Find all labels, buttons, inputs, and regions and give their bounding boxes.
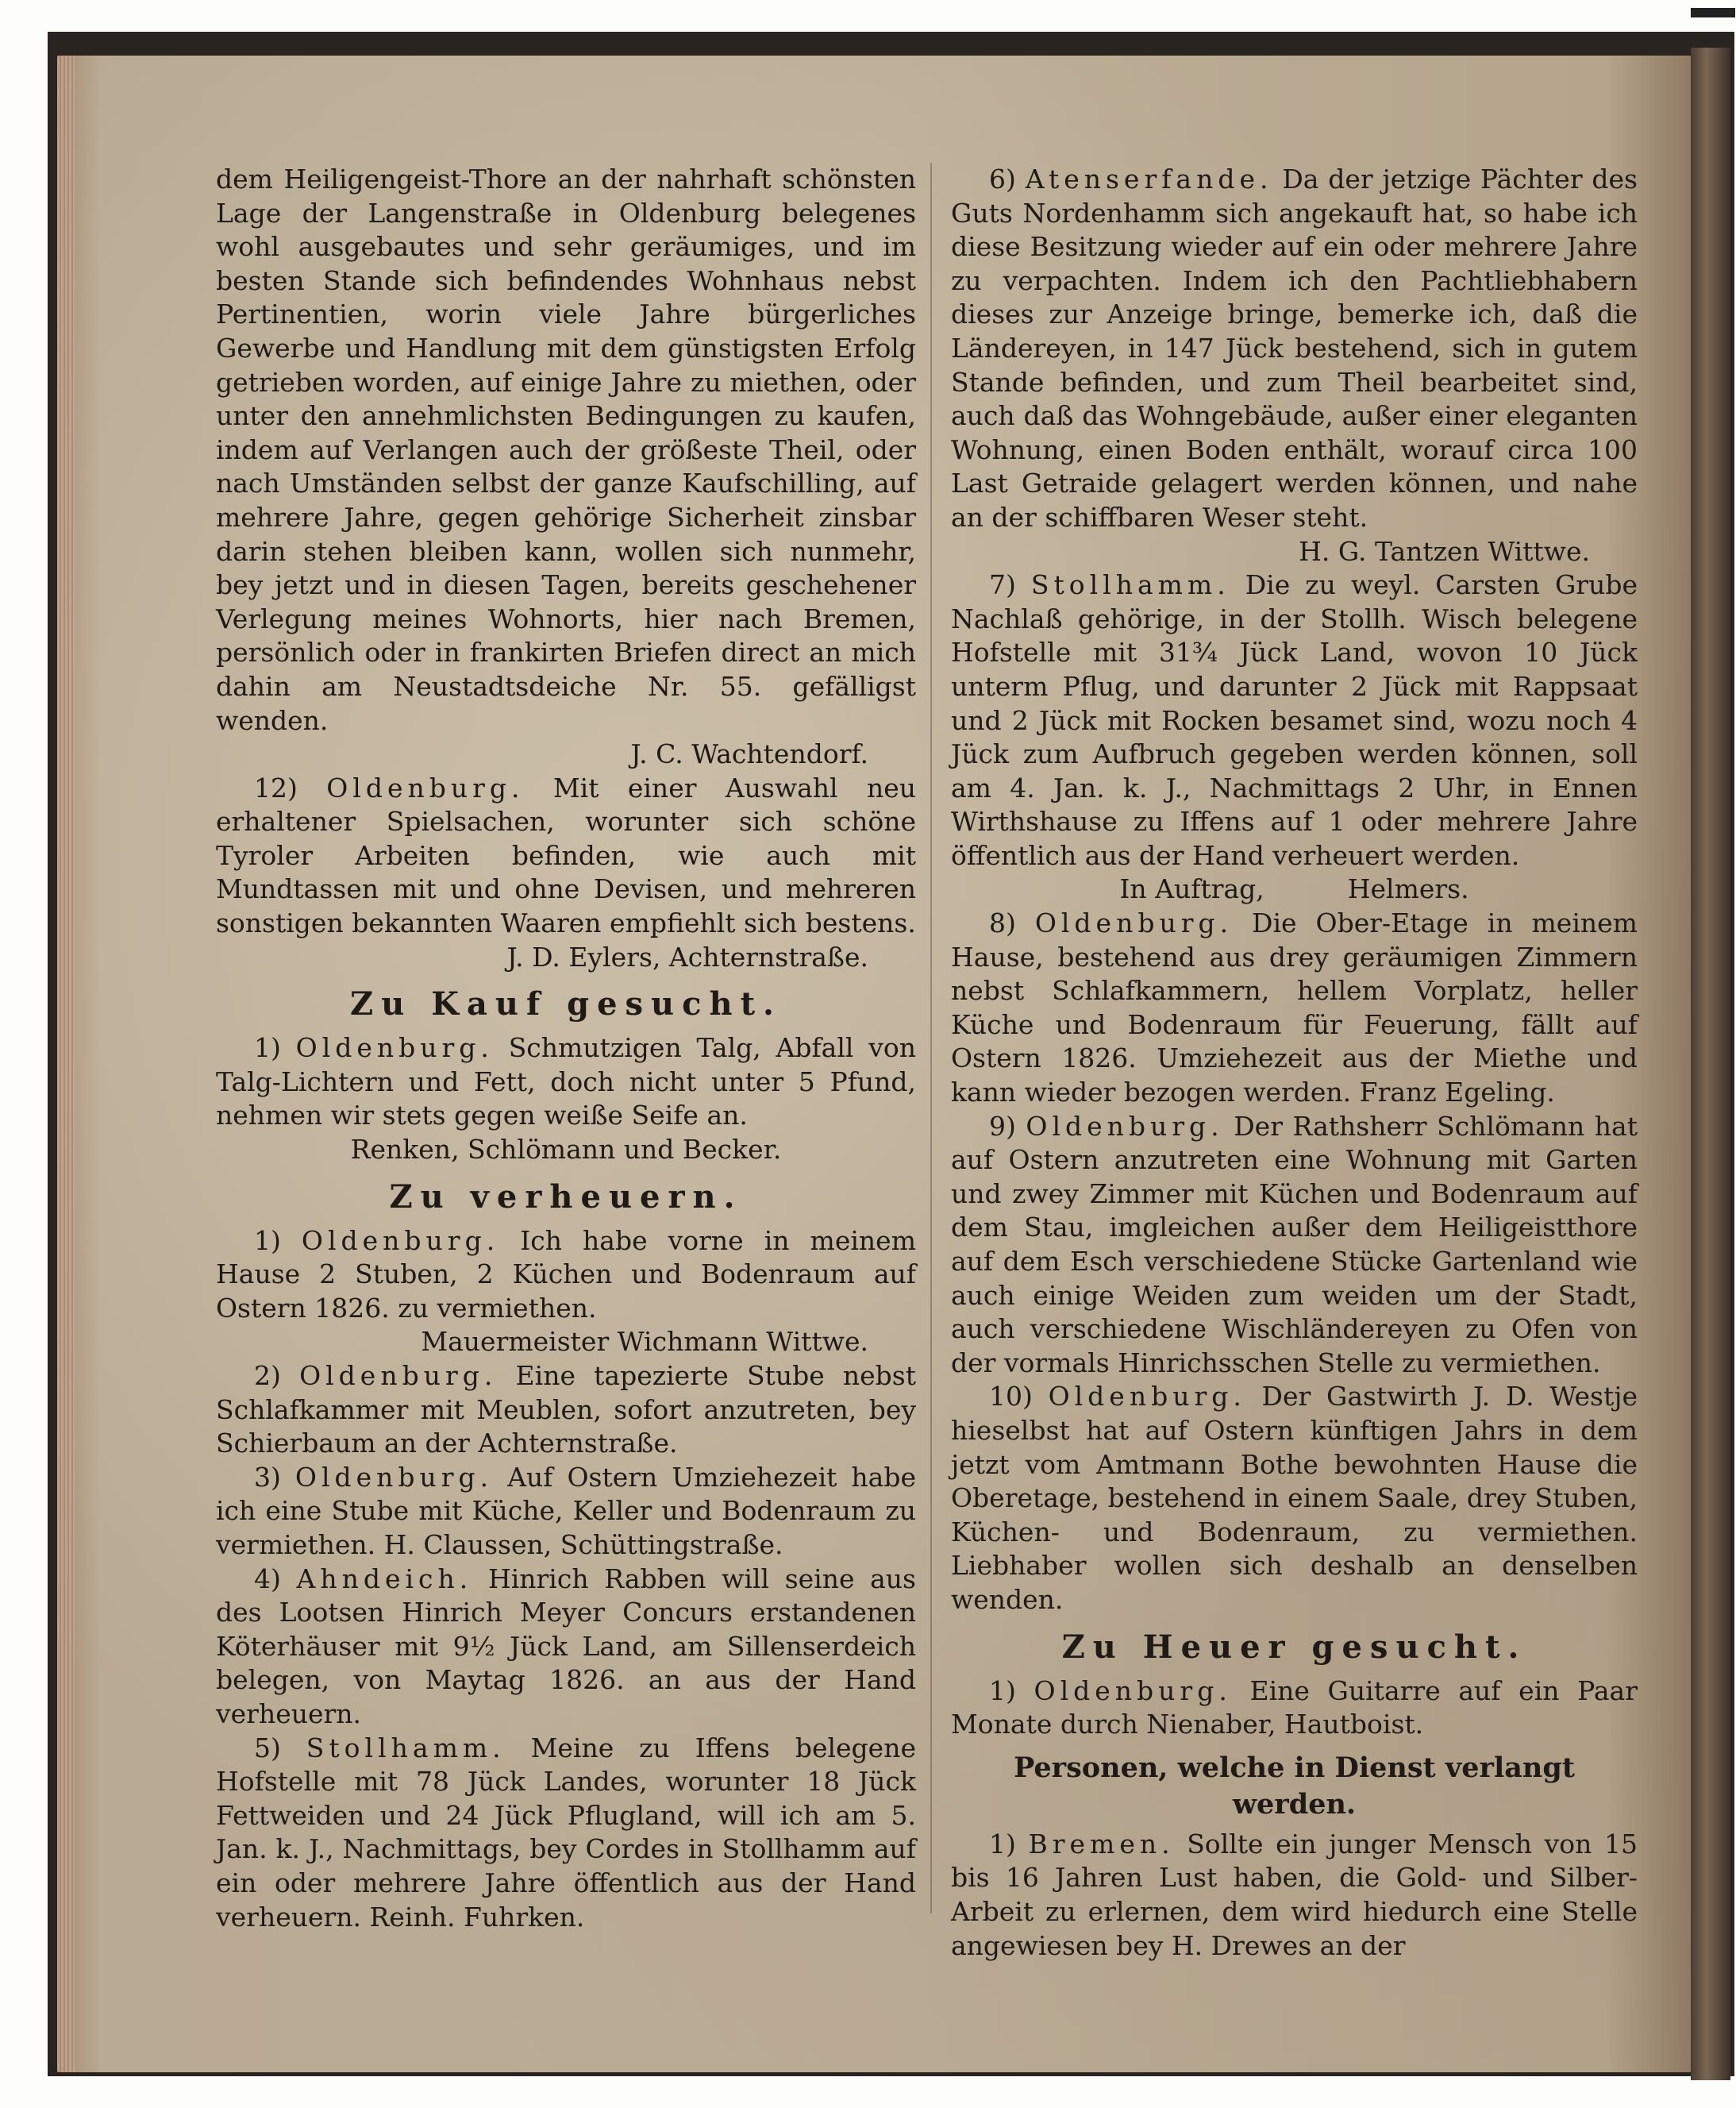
notice-place: Oldenburg.	[294, 1461, 494, 1493]
notice-text: Auf Ostern Umziehezeit habe ich eine Stube mit Küche, Keller und Bodenraum zu vermiethen.	[216, 1461, 916, 1560]
continuation-signature: J. C. Wachtendorf.	[630, 738, 868, 770]
section-heading-dienst: Personen, welche in Dienst verlangt werden.	[1013, 1751, 1576, 1821]
notice-place: Stollhamm.	[306, 1732, 506, 1763]
notice-text: Hinrich Rabben will seine aus des Lootsen Hinrich Meyer Concurs erstandenen Köterhäuser mit 9½ Jück Land, am Sillenserdeich belegen, von Maytag 1826. an aus der Hand verheuern.	[216, 1563, 916, 1729]
verheuern-notice-6-signature: H. G. Tantzen Wittwe.	[1299, 535, 1590, 567]
notice-text: Der Gastwirth J. D. Westje hieselbst hat auf Ostern künftigen Jahrs in dem jetzt vom Amtmann Bothe bewohnten Hause die Oberetage, bestehend in einem Saale, drey Stuben, Küchen- und Bodenraum, zu vermiethen. Liebhaber wollen sich deshalb an denselben wenden.	[951, 1381, 1638, 1615]
verheuern-notice-9	[951, 1110, 1638, 1381]
notice-signature: Reinh. Fuhrken.	[369, 1901, 585, 1933]
notice-text: Die zu weyl. Carsten Grube Nachlaß gehörige, in der Stollh. Wisch belegene Hofstelle mit 31¾ Jück Land, wovon 10 Jück unterm Pflug, und darunter 2 Jück mit Rappsaat und 2 Jück mit Rocken besamet sind, wozu noch 4 Jück zum Aufbruch gegeben werden können, soll am 4. Jan. k. J., Nachmittags 2 Uhr, in Ennen Wirthshause zu Iffens auf 1 oder mehrere Jahre öffentlich aus der Hand verheuert werden.	[951, 569, 1638, 871]
notice-text: Mit einer Auswahl neu erhaltener Spielsachen, worunter sich schöne Tyroler Arbeiten befinden, wie auch mit Mundtassen mit und ohne Devisen, und mehreren sonstigen bekannten Waaren empfiehlt sich bestens.	[216, 772, 916, 939]
verheuern-notice-7	[951, 568, 1638, 873]
verheuern-notice-8	[951, 907, 1638, 1110]
notice-place: Ahndeich.	[296, 1563, 473, 1594]
notice-text: Eine tapezierte Stube nebst Schlafkammer mit Meublen, sofort anzutreten, bey Schierbaum an der Achternstraße.	[216, 1360, 916, 1459]
notice-place: Oldenburg.	[301, 1224, 500, 1256]
notice-place: Oldenburg.	[295, 1032, 494, 1064]
scan-corner-mark	[1691, 8, 1735, 17]
notice-text: Sollte ein junger Mensch von 15 bis 16 Jahren Lust haben, die Gold- und Silber-Arbeit zu erlernen, dem wird hiedurch eine Stelle angewiesen bey H. Drewes an der	[951, 1828, 1638, 1961]
notice-text: Ich habe vorne in meinem Hause 2 Stuben, 2 Küchen und Bodenraum auf Ostern 1826. zu vermiethen.	[216, 1224, 916, 1324]
notice-place: Oldenburg.	[299, 1360, 498, 1391]
continuation-text: dem Heiligengeist-Thore an der nahrhaft schönsten Lage der Langenstraße in Oldenburg belegenes wohl ausgebautes und sehr geräumiges, und im besten Stande sich befindendes Wohnhaus nebst Pertinentien, worin viele Jahre bürgerliches Gewerbe und Handlung mit dem günstigsten Erfolg getrieben worden, auf einige Jahre zu miethen, oder unter den annehmlichsten Bedingungen zu kaufen, indem auf Verlangen auch der größeste Theil, oder nach Umständen selbst der ganze Kaufschilling, auf mehrere Jahre, gegen gehörige Sicherheit zinsbar darin stehen bleiben kann, wollen sich nunmehr, bey jetzt und in diesen Tagen, bereits geschehener Verlegung meines Wohnorts, hier nach Bremen, persönlich oder in frankirten Briefen direct an mich dahin am Neustadtsdeiche Nr. 55. gefälligst wenden.	[216, 164, 916, 736]
section-heading-verheuern: Zu verheuern.	[389, 1177, 743, 1216]
notice-text: Da der jetzige Pächter des Guts Nordenhamm sich angekauft hat, so habe ich diese Besitzung wieder auf ein oder mehrere Jahre zu verpachten. Indem ich den Pachtliebhabern dieses zur Anzeige bringe, bemerke ich, daß die Ländereyen, in 147 Jück bestehend, sich in gutem Stande befinden, und zum Theil bearbeitet sind, auch daß das Wohngebäude, außer einer eleganten Wohnung, einen Boden enthält, worauf circa 100 Last Getraide gelagert werden können, und nahe an der schiffbaren Weser steht.	[951, 164, 1638, 533]
notice-number: 10)	[989, 1381, 1033, 1412]
notice-number: 5)	[254, 1732, 281, 1763]
notice-number: 2)	[254, 1360, 281, 1391]
notice-number: 1)	[989, 1674, 1016, 1706]
notice-number: 6)	[989, 164, 1016, 195]
signature-prefix: In Auftrag,	[1119, 873, 1264, 905]
section-heading-kauf: Zu Kauf gesucht.	[350, 985, 782, 1023]
verheuern-notice-2	[216, 1359, 916, 1461]
verheuern-notice-1	[216, 1224, 916, 1326]
notice-number: 8)	[989, 908, 1016, 939]
kauf-notice-1-signature: Renken, Schlömann und Becker.	[350, 1134, 782, 1166]
signature-name: Helmers.	[1347, 873, 1469, 905]
notice-12	[216, 772, 916, 941]
notice-place: Oldenburg.	[1026, 1110, 1224, 1142]
notice-signature: Franz Egeling.	[1359, 1077, 1555, 1108]
verheuern-notice-10	[951, 1380, 1638, 1617]
notice-text: Die Ober-Etage in meinem Hause, bestehend aus drey geräumigen Zimmern nebst Schlafkammern, hellem Vorplatz, heller Küche und Bodenraum für Feuerung, fällt auf Ostern 1826. Umziehezeit aus der Miethe und kann wieder bezogen werden.	[951, 908, 1638, 1108]
notice-signature: Nienaber, Hautboist.	[1146, 1709, 1424, 1740]
notice-text: Schmutzigen Talg, Abfall von Talg-Lichtern und Fett, doch nicht unter 5 Pfund, nehmen wir stets gegen weiße Seife an.	[216, 1032, 916, 1131]
notice-text: Meine zu Iffens belegene Hofstelle mit 78 Jück Landes, worunter 18 Jück Fettweiden und 24 Jück Pflugland, will ich am 5. Jan. k. J., Nachmittags, bey Cordes in Stollhamm auf ein oder mehrere Jahre öffentlich aus der Hand verheuern.	[216, 1732, 916, 1933]
notice-place: Oldenburg.	[1034, 908, 1234, 939]
kauf-notice-1	[216, 1031, 916, 1133]
book-spine	[1691, 48, 1730, 2080]
column-divider	[930, 163, 932, 1913]
notice-number: 9)	[989, 1110, 1016, 1142]
notice-place: Bremen.	[1028, 1828, 1175, 1859]
verheuern-notice-5	[216, 1732, 916, 1935]
dienst-notice-1	[951, 1828, 1638, 1963]
notice-text: Der Rathsherr Schlömann hat auf Ostern anzutreten eine Wohnung mit Garten und zwey Zimmer mit Küchen und Bodenraum auf dem Stau, imgleichen außer dem Heiligeistthore auf dem Esch verschiedene Stücke Gartenland wie auch einige Weiden zum weiden um der Stadt, auch verschiedene Wischländereyen zu Ofen von der vormals Hinrichsschen Stelle zu vermiethen.	[951, 1110, 1638, 1378]
notice-number: 4)	[254, 1563, 281, 1594]
right-column	[951, 163, 1638, 1963]
notice-12-signature: J. D. Eylers, Achternstraße.	[506, 941, 868, 973]
verheuern-notice-3	[216, 1461, 916, 1563]
verheuern-notice-4	[216, 1563, 916, 1732]
notice-text: Eine Guitarre auf ein Paar Monate durch	[951, 1674, 1638, 1740]
notice-number: 7)	[989, 569, 1016, 601]
section-heading-heuer: Zu Heuer gesucht.	[1061, 1628, 1527, 1666]
notice-place: Oldenburg.	[326, 772, 525, 804]
left-column	[216, 163, 916, 1934]
notice-number: 1)	[254, 1224, 281, 1256]
notice-number: 1)	[254, 1032, 281, 1064]
verheuern-notice-1-signature: Mauermeister Wichmann Wittwe.	[421, 1326, 868, 1358]
notice-place: Stollhamm.	[1030, 569, 1230, 601]
notice-place: Atenserfande.	[1025, 164, 1273, 195]
page-edge-stack	[57, 56, 75, 2072]
notice-signature: H. Claussen, Schüttingstraße.	[383, 1528, 783, 1560]
notice-number: 1)	[989, 1828, 1016, 1859]
notice-place: Oldenburg.	[1034, 1674, 1232, 1706]
heuer-notice-1	[951, 1674, 1638, 1742]
notice-number: 12)	[254, 772, 298, 804]
notice-number: 3)	[254, 1461, 281, 1493]
verheuern-notice-7-signature	[951, 873, 1638, 907]
notice-place: Oldenburg.	[1048, 1381, 1246, 1412]
verheuern-notice-6	[951, 163, 1638, 535]
